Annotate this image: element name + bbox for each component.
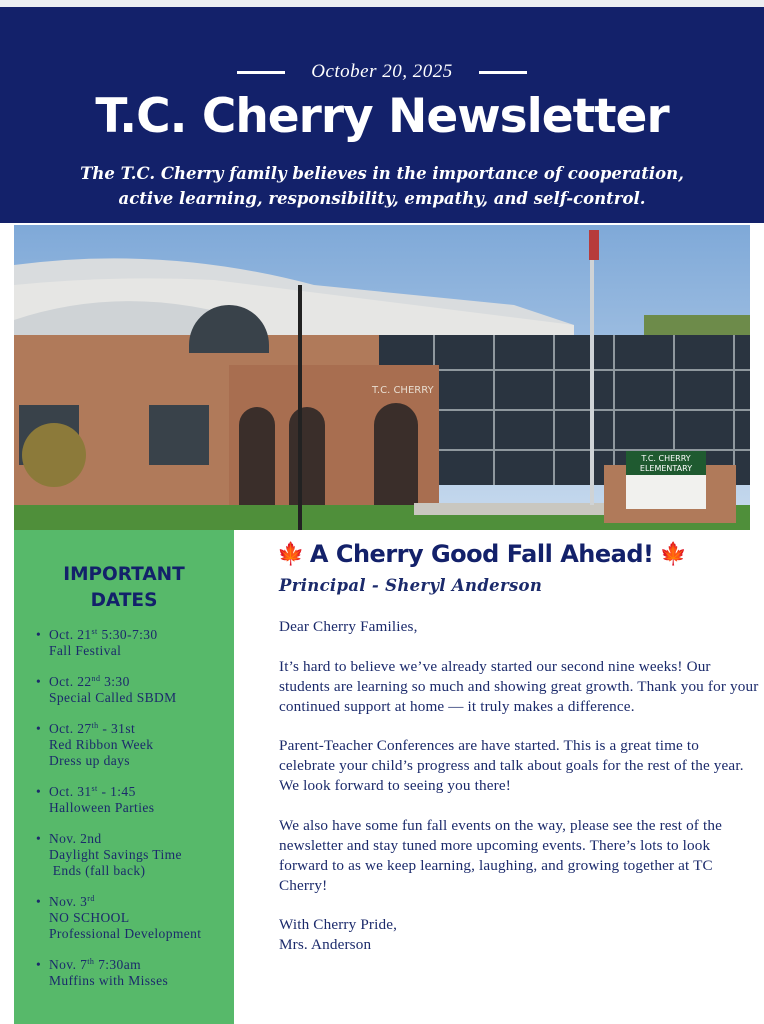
school-motto [0, 161, 764, 211]
date-line [49, 674, 201, 690]
date-line [49, 627, 201, 643]
event-name: Special Called SBDM [49, 690, 177, 705]
sign-text: T.C. CHERRY [641, 454, 691, 463]
date-line [49, 784, 201, 800]
maple-leaf-icon: 🍁 [659, 541, 687, 567]
date-line [49, 831, 201, 847]
date-item [38, 674, 201, 706]
divider [479, 71, 527, 74]
date-suffix: th [91, 721, 99, 730]
date-time: - 31st [98, 721, 136, 736]
date-text: Nov. 7 [49, 957, 88, 972]
date-time: - 1:45 [97, 784, 136, 799]
date-text: Oct. 22 [49, 674, 92, 689]
principal-letter [279, 540, 759, 955]
event-name: NO SCHOOL [49, 910, 130, 925]
event-name: Dress up days [49, 753, 130, 768]
date-text: Oct. 31 [49, 784, 92, 799]
divider [237, 71, 285, 74]
date-time: 7:30am [94, 957, 141, 972]
event-name: Professional Development [49, 926, 202, 941]
motto-line: active learning, responsibility, empathy, and self-control. [118, 189, 646, 208]
maple-leaf-icon: 🍁 [277, 541, 304, 567]
letter-paragraph: It’s hard to believe we’ve already started our second nine weeks! Our students are learning so much and showing great growth. Thank you for your continued support at home — it truly makes a difference. [279, 657, 759, 715]
signoff [279, 915, 759, 955]
date-suffix: th [87, 957, 95, 966]
date-time: 3:30 [100, 674, 130, 689]
newsletter-header [0, 7, 764, 223]
date-suffix: rd [87, 894, 95, 903]
date-item [38, 957, 201, 989]
date-text: Nov. 3 [49, 894, 88, 909]
date-line [49, 894, 201, 910]
date-item [38, 784, 201, 816]
date-suffix: st [91, 627, 98, 636]
issue-date: October 20, 2025 [311, 61, 453, 82]
signoff-name: Mrs. Anderson [279, 936, 372, 953]
sign-text: ELEMENTARY [639, 464, 693, 473]
event-name: Daylight Savings Time [49, 847, 182, 862]
date-item [38, 627, 201, 659]
date-item [38, 721, 201, 769]
signoff-line: With Cherry Pride, [279, 916, 398, 933]
heading-line: IMPORTANT [63, 564, 185, 585]
sidebar-heading [14, 562, 234, 614]
date-line [49, 957, 201, 973]
date-text: Nov. 2nd [49, 831, 102, 846]
school-building-photo [14, 225, 750, 530]
event-name: Muffins with Misses [49, 973, 169, 988]
date-suffix: nd [91, 674, 101, 683]
letter-heading [277, 540, 759, 568]
event-name: Halloween Parties [49, 800, 155, 815]
event-name: Ends (fall back) [49, 863, 146, 878]
event-name: Red Ribbon Week [49, 737, 154, 752]
important-dates-sidebar [14, 530, 234, 1024]
dates-list [38, 627, 201, 1004]
date-item [38, 831, 201, 879]
date-line [49, 721, 201, 737]
date-time: 5:30-7:30 [97, 627, 158, 642]
date-suffix: st [91, 784, 98, 793]
motto-line: The T.C. Cherry family believes in the importance of cooperation, [80, 164, 684, 183]
letter-paragraph: We also have some fun fall events on the way, please see the rest of the newsletter and stay tuned more upcoming events. There’s lots to look forward to as we keep learning, laughing, and growing together at TC Cherry! [279, 816, 722, 894]
date-text: Oct. 21 [49, 627, 92, 642]
building-label: T.C. CHERRY [372, 385, 434, 396]
top-strip [0, 0, 764, 7]
letter-paragraph: Dear Cherry Families, [279, 618, 418, 635]
heading-text: A Cherry Good Fall Ahead! [309, 540, 654, 568]
letter-paragraph: Parent-Teacher Conferences are have started. This is a great time to celebrate your child’s progress and talk about goals for the rest of the year. We look forward to seeing you there! [279, 737, 744, 794]
event-name: Fall Festival [49, 643, 122, 658]
newsletter-title: T.C. Cherry Newsletter [95, 89, 669, 144]
date-text: Oct. 27 [49, 721, 92, 736]
date-item [38, 894, 201, 942]
date-line [0, 61, 764, 83]
byline: Principal - Sheryl Anderson [279, 576, 543, 595]
heading-line: DATES [90, 590, 158, 611]
